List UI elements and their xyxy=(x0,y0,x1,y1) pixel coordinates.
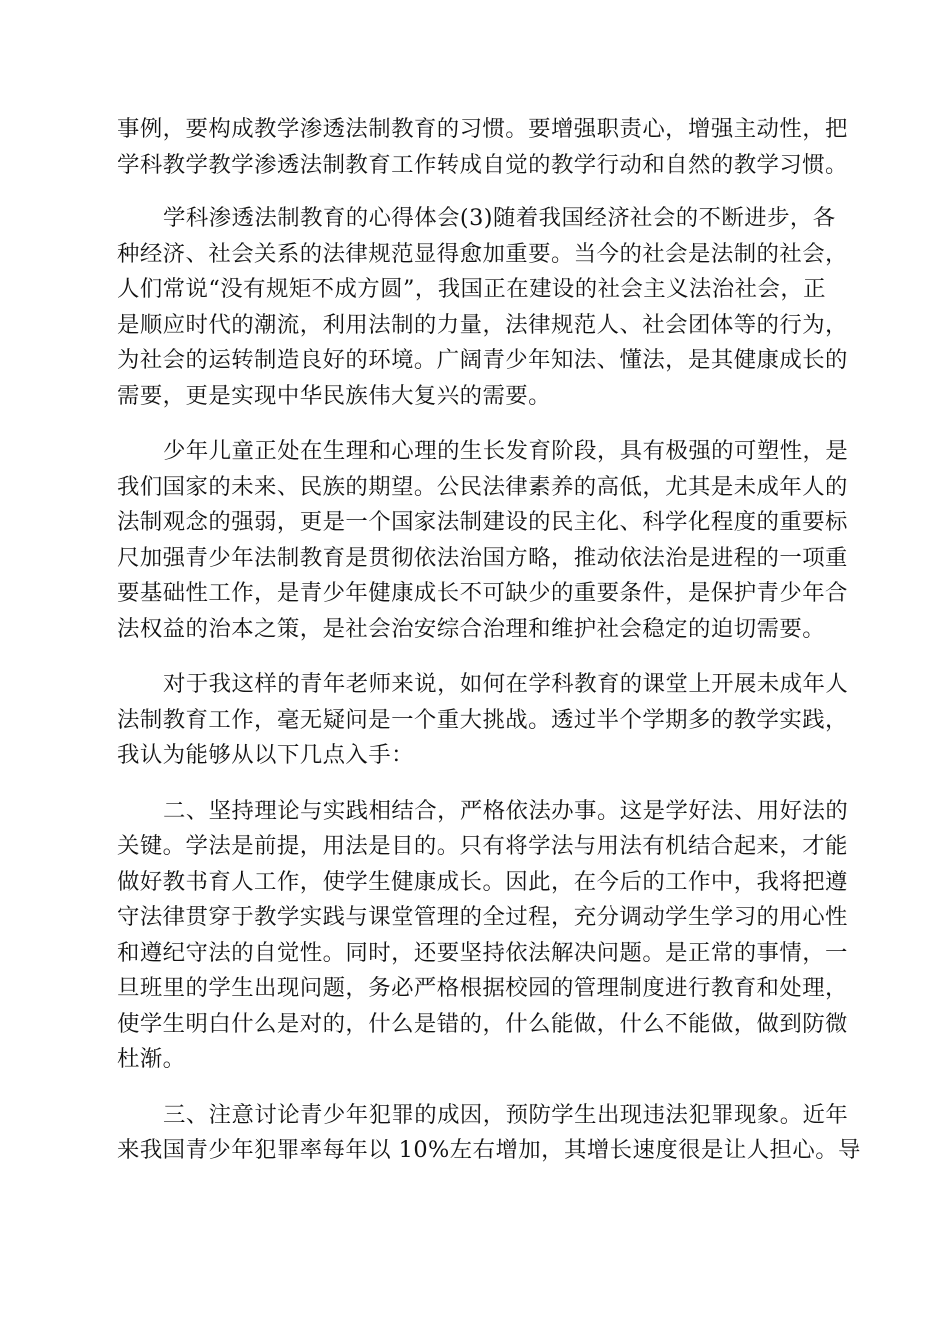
text-line: 法权益的治本之策，是社会治安综合治理和维护社会稳定的迫切需要。 xyxy=(117,615,826,642)
document-page xyxy=(117,112,861,1189)
paragraph-4 xyxy=(117,667,849,774)
text-line: 少年儿童正处在生理和心理的生长发育阶段，具有极强的可塑性，是 xyxy=(163,438,849,464)
text-line: 我认为能够从以下几点入手： xyxy=(117,742,414,768)
text-line: 做好教书育人工作，使学生健康成长。因此，在今后的工作中，我将把遵 xyxy=(117,868,848,895)
text-line: 法制教育工作，毫无疑问是一个重大挑战。透过半个学期多的教学实践， xyxy=(117,706,848,733)
text-line: 法制观念的强弱，更是一个国家法制建设的民主化、科学化程度的重要标 xyxy=(117,509,848,535)
text-line: 尺加强青少年法制教育是贯彻依法治国方略，推动依法治是进程的一项重 xyxy=(117,544,848,571)
text-line: 守法律贯穿于教学实践与课堂管理的全过程，充分调动学生学习的用心性 xyxy=(117,904,848,930)
text-line: 为社会的运转制造良好的环境。广阔青少年知法、懂法，是其健康成长的 xyxy=(117,347,848,373)
text-line: 三、注意讨论青少年犯罪的成因，预防学生出现违法犯罪现象。近年 xyxy=(163,1101,849,1128)
text-line: 杜渐。 xyxy=(117,1046,186,1072)
text-line: 学科渗透法制教育的心得体会(3)随着我国经济社会的不断进步，各 xyxy=(163,205,836,231)
paragraph-3 xyxy=(117,434,849,647)
text-line: 使学生明白什么是对的，什么是错的，什么能做，什么不能做，做到防微 xyxy=(117,1010,848,1037)
paragraph-6 xyxy=(117,1098,861,1169)
text-line: 二、坚持理论与实践相结合，严格依法办事。这是学好法、用好法的 xyxy=(163,797,849,824)
text-line: 和遵纪守法的自觉性。同时，还要坚持依法解决问题。是正常的事情，一 xyxy=(117,939,848,966)
text-line: 学科教学教学渗透法制教育工作转成自觉的教学行动和自然的教学习惯。 xyxy=(117,151,848,178)
paragraph-1 xyxy=(117,112,848,183)
paragraph-2 xyxy=(117,201,848,414)
text-line: 来我国青少年犯罪率每年以 10%左右增加，其增长速度很是让人担心。导 xyxy=(117,1137,861,1163)
text-line: 要基础性工作，是青少年健康成长不可缺少的重要条件，是保护青少年合 xyxy=(117,580,848,606)
paragraph-5 xyxy=(117,794,849,1078)
text-line: 是顺应时代的潮流，利用法制的力量，法律规范人、社会团体等的行为， xyxy=(117,311,848,338)
text-line: 旦班里的学生出现问题，务必严格根据校园的管理制度进行教育和处理， xyxy=(117,975,848,1001)
text-line: 种经济、社会关系的法律规范显得愈加重要。当今的社会是法制的社会， xyxy=(117,240,848,267)
text-line: 我们国家的未来、民族的期望。公民法律素养的高低，尤其是未成年人的 xyxy=(117,473,848,500)
text-line: 需要，更是实现中华民族伟大复兴的需要。 xyxy=(117,382,551,409)
text-line: 关键。学法是前提，用法是目的。只有将学法与用法有机结合起来，才能 xyxy=(117,833,848,859)
text-line: 事例，要构成教学渗透法制教育的习惯。要增强职责心，增强主动性，把 xyxy=(117,116,848,142)
text-line: 对于我这样的青年老师来说，如何在学科教育的课堂上开展未成年人 xyxy=(163,671,849,697)
text-line: 人们常说“没有规矩不成方圆”，我国正在建设的社会主义法治社会，正 xyxy=(117,276,827,302)
